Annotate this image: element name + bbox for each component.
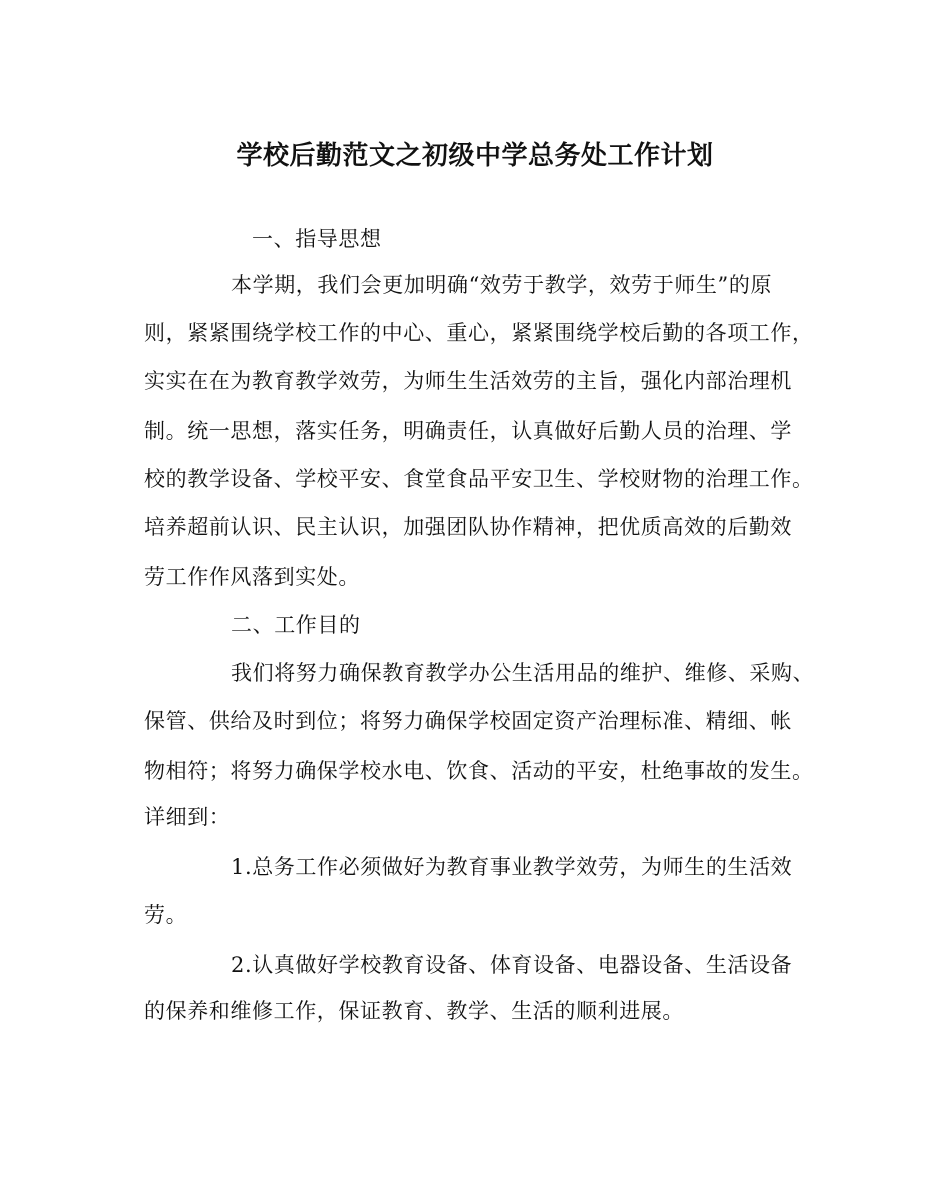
paragraph-line: 物相符；将努力确保学校水电、饮食、活动的平安，杜绝事故的发生。 xyxy=(144,759,814,783)
paragraph-line: 详细到： xyxy=(144,805,231,829)
section-heading-guiding-ideology: 一、指导思想 xyxy=(252,227,382,251)
paragraph-line: 实实在在为教育教学效劳，为师生生活效劳的主旨，强化内部治理机 xyxy=(144,369,792,393)
list-item-line: 的保养和维修工作，保证教育、教学、生活的顺利进展。 xyxy=(144,999,684,1023)
paragraph-line: 校的教学设备、学校平安、食堂食品平安卫生、学校财物的治理工作。 xyxy=(144,467,814,491)
list-item-line: 劳。 xyxy=(144,903,188,927)
list-item-line: 1.总务工作必须做好为教育事业教学效劳，为师生的生活效 xyxy=(231,855,793,879)
document-title: 学校后勤范文之初级中学总务处工作计划 xyxy=(236,141,714,171)
paragraph-line: 则，紧紧围绕学校工作的中心、重心，紧紧围绕学校后勤的各项工作， xyxy=(144,321,814,345)
section-heading-work-goals: 二、工作目的 xyxy=(231,613,361,637)
list-item-line: 2.认真做好学校教育设备、体育设备、电器设备、生活设备 xyxy=(231,953,793,977)
paragraph-line: 制。统一思想，落实任务，明确责任，认真做好后勤人员的治理、学 xyxy=(144,419,792,443)
paragraph-line: 本学期，我们会更加明确“效劳于教学，效劳于师生”的原 xyxy=(231,273,773,297)
paragraph-line: 劳工作作风落到实处。 xyxy=(144,565,360,589)
paragraph-line: 保管、供给及时到位；将努力确保学校固定资产治理标准、精细、帐 xyxy=(144,709,792,733)
paragraph-line: 我们将努力确保教育教学办公生活用品的维护、维修、采购、 xyxy=(231,661,815,685)
paragraph-line: 培养超前认识、民主认识，加强团队协作精神，把优质高效的后勤效 xyxy=(144,515,792,539)
